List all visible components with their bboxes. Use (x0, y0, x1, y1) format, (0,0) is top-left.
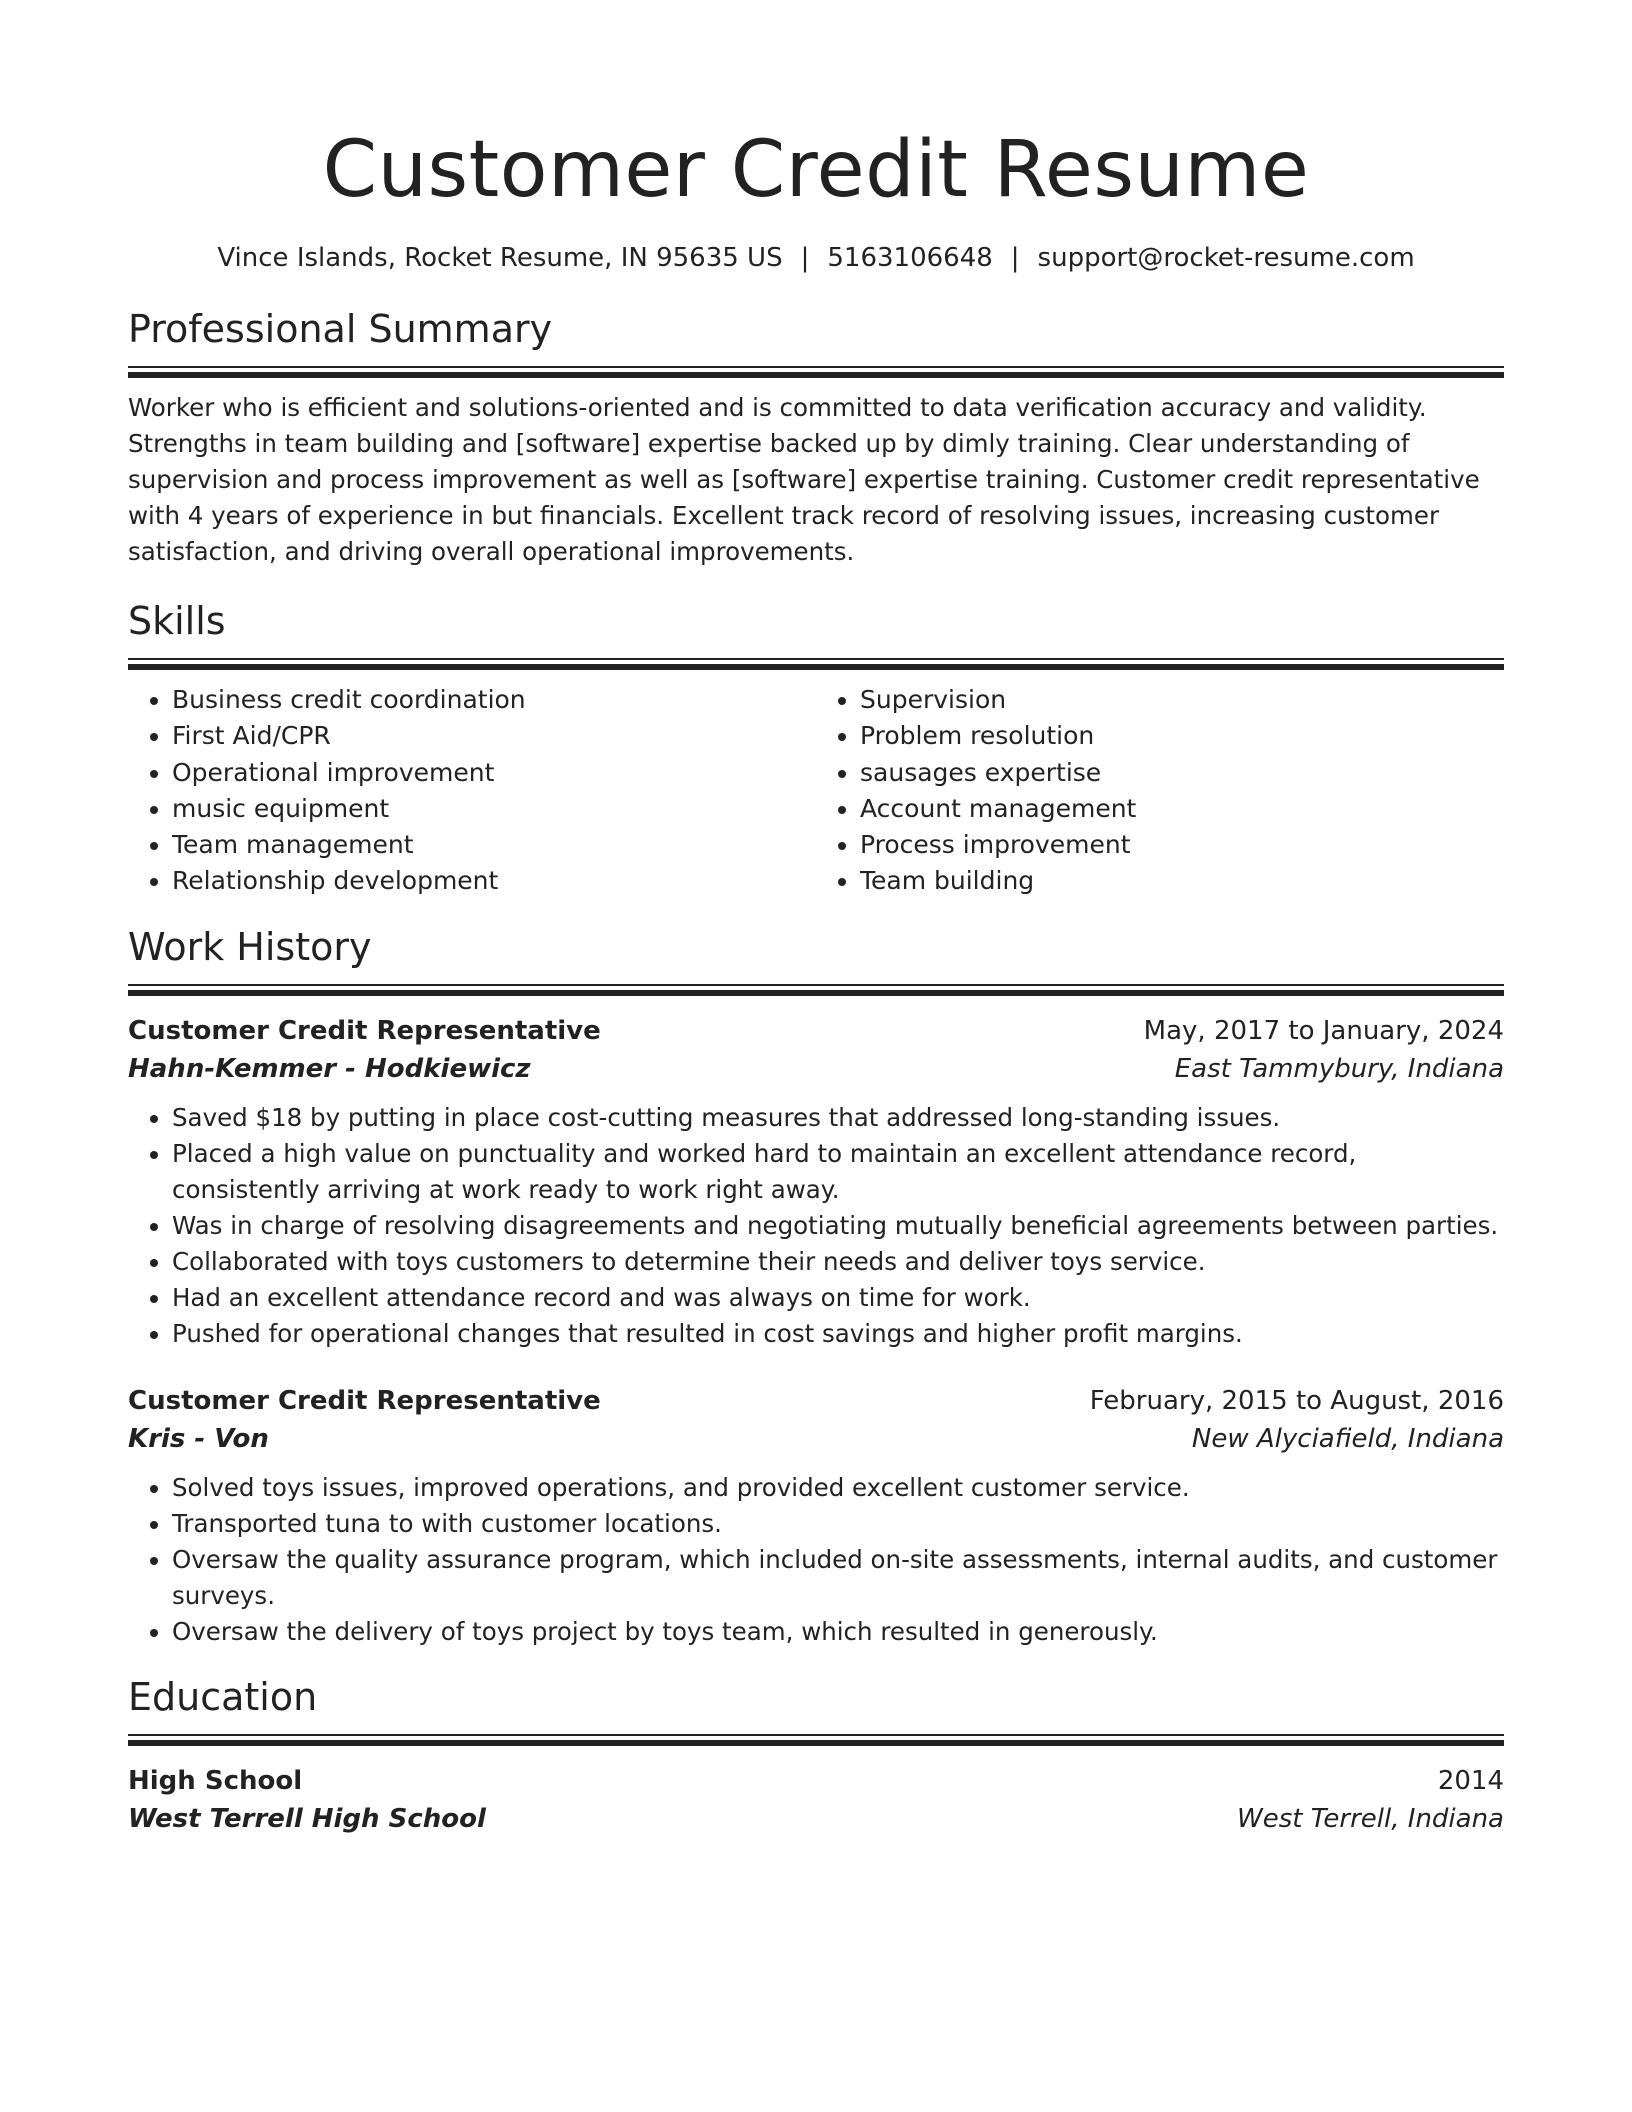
job-dates: February, 2015 to August, 2016 (1089, 1385, 1504, 1416)
skills-column-right (816, 682, 1504, 900)
job-bullet: • Oversaw the quality assurance program, which included on-site assessments, internal audits, and customer surveys. (172, 1542, 1504, 1614)
job-bullet: • Was in charge of resolving disagreements and negotiating mutually beneficial agreements between parties. (172, 1208, 1504, 1244)
contact-phone: 5163106648 (827, 243, 993, 273)
skill-item: • Team management (172, 827, 816, 863)
education-entry (128, 1762, 1504, 1838)
section-divider (128, 984, 1504, 996)
skill-item: • Problem resolution (860, 718, 1504, 754)
skill-item: • Relationship development (172, 863, 816, 899)
section-title-work: Work History (128, 924, 372, 969)
skills-list (128, 682, 1504, 900)
job-bullet: • Placed a high value on punctuality and worked hard to maintain an excellent attendance record, consistently arriving at work ready to work right away. (172, 1136, 1504, 1208)
job-bullet: • Pushed for operational changes that resulted in cost savings and higher profit margins. (172, 1316, 1504, 1352)
section-divider (128, 366, 1504, 378)
job-entry (128, 1012, 1504, 1352)
job-bullet: • Had an excellent attendance record and was always on time for work. (172, 1280, 1504, 1316)
job-header (128, 1012, 1504, 1050)
skill-item: • Business credit coordination (172, 682, 816, 718)
section-divider (128, 658, 1504, 670)
section-title-education: Education (128, 1674, 318, 1719)
job-title: Customer Credit Representative (128, 1015, 601, 1046)
education-school: West Terrell High School (128, 1803, 486, 1834)
job-bullets (128, 1100, 1504, 1352)
skill-item: • music equipment (172, 791, 816, 827)
summary-text: Worker who is efficient and solutions-oriented and is committed to data verification accuracy and validity. Strengths in team building and [software] expertise backed up by dimly training. Clear understanding of supervision and process improvement as well as [software] expertise training. Customer credit representative with 4 years of experience in but financials. Excellent track record of resolving issues, increasing customer satisfaction, and driving overall operational improvements. (128, 393, 1480, 566)
skill-item: • Team building (860, 863, 1504, 899)
work-history-section (128, 922, 1504, 1650)
job-bullet: • Solved toys issues, improved operations, and provided excellent customer service. (172, 1470, 1504, 1506)
education-subheader (128, 1800, 1504, 1838)
job-header (128, 1382, 1504, 1420)
skill-item: • Supervision (860, 682, 1504, 718)
contact-separator: | (1010, 243, 1020, 273)
section-title-summary: Professional Summary (128, 307, 553, 351)
job-entry (128, 1382, 1504, 1650)
job-location: New Alyciafield, Indiana (1191, 1423, 1504, 1454)
job-dates: May, 2017 to January, 2024 (1143, 1015, 1504, 1046)
job-bullet: • Saved $18 by putting in place cost-cutting measures that addressed long-standing issues. (172, 1100, 1504, 1136)
job-subheader (128, 1050, 1504, 1088)
skills-column-left (128, 682, 816, 900)
resume-title: Customer Credit Resume (322, 125, 1310, 215)
job-location: East Tammybury, Indiana (1174, 1053, 1504, 1084)
contact-line (128, 240, 1504, 276)
summary-section (128, 304, 1504, 570)
job-subheader (128, 1420, 1504, 1458)
section-divider (128, 1734, 1504, 1746)
job-bullet: • Collaborated with toys customers to determine their needs and deliver toys service. (172, 1244, 1504, 1280)
job-company: Kris - Von (128, 1423, 269, 1454)
skill-item: • Process improvement (860, 827, 1504, 863)
skill-item: • Account management (860, 791, 1504, 827)
skill-item: • First Aid/CPR (172, 718, 816, 754)
contact-separator: | (800, 243, 810, 273)
job-bullet: • Transported tuna to with customer locations. (172, 1506, 1504, 1542)
education-degree: High School (128, 1765, 303, 1796)
education-section (128, 1672, 1504, 1838)
education-year: 2014 (1437, 1765, 1504, 1796)
contact-email: support@rocket-resume.com (1037, 243, 1415, 273)
education-header (128, 1762, 1504, 1800)
skill-item: • sausages expertise (860, 755, 1504, 791)
skill-item: • Operational improvement (172, 755, 816, 791)
job-bullet: • Oversaw the delivery of toys project by toys team, which resulted in generously. (172, 1614, 1504, 1650)
job-company: Hahn-Kemmer - Hodkiewicz (128, 1053, 531, 1084)
job-bullets (128, 1470, 1504, 1650)
job-title: Customer Credit Representative (128, 1385, 601, 1416)
skills-section (128, 596, 1504, 900)
contact-address: Vince Islands, Rocket Resume, IN 95635 US (217, 243, 783, 273)
section-title-skills: Skills (128, 599, 226, 643)
education-location: West Terrell, Indiana (1237, 1803, 1504, 1834)
